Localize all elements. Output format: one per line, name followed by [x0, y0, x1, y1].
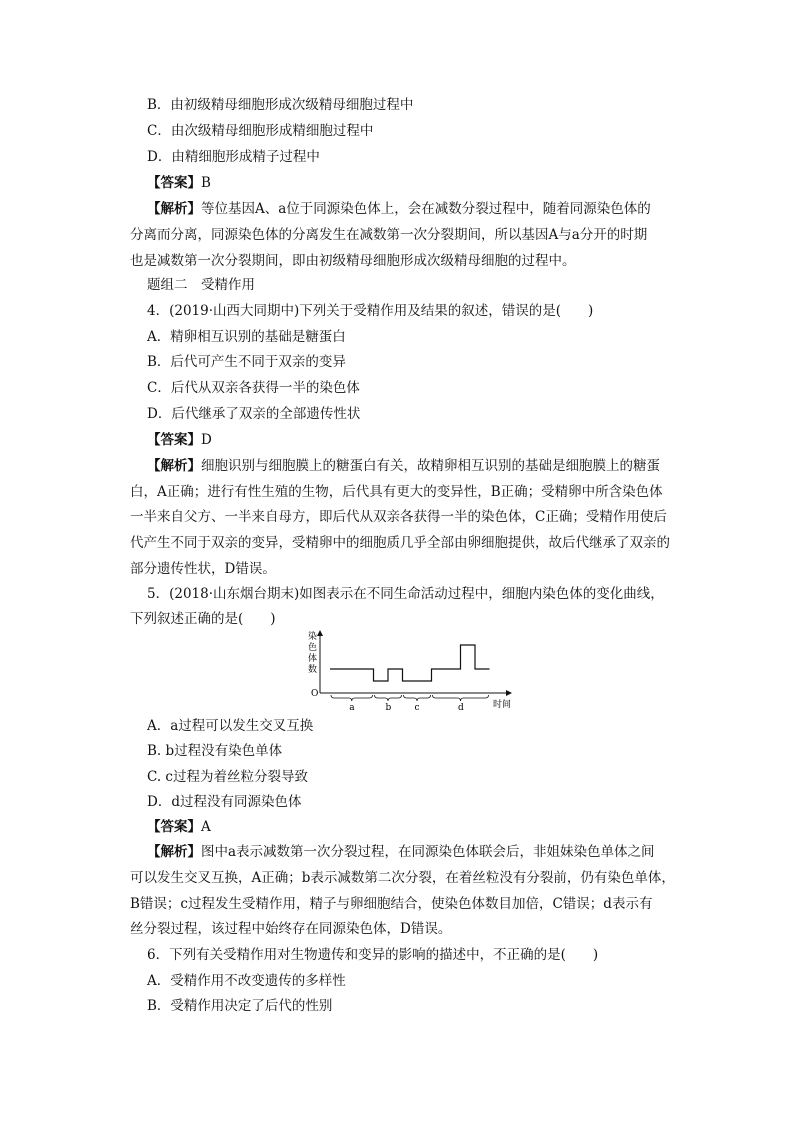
- segment-brace-d: [433, 695, 489, 701]
- q6-stem: 6．下列有关受精作用对生物遗传和变异的影响的描述中，不正确的是( ): [147, 947, 599, 963]
- answer-tag: 【答案】: [147, 175, 201, 191]
- q4-explanation-line-4: 代产生不同于双亲的变异，受精卵中的细胞质几乎全部由卵细胞提供，故后代继承了双亲的: [130, 535, 670, 551]
- q3-answer: [147, 174, 707, 192]
- segment-braces: [331, 695, 489, 712]
- q5-option-c: C. c过程为着丝粒分裂导致: [147, 769, 308, 785]
- answer-tag: 【答案】: [147, 819, 201, 835]
- segment-brace-b: [375, 695, 402, 701]
- q4-option-b: B．后代可产生不同于双亲的变异: [147, 354, 346, 370]
- explanation-tag: 【解析】: [147, 201, 201, 217]
- chromosome-curve: [330, 645, 490, 681]
- q5-stem-line-2: 下列叙述正确的是( ): [130, 611, 276, 627]
- explanation-text: 等位基因A、a位于同源染色体上，会在减数分裂过程中，随着同源染色体的: [201, 201, 651, 217]
- chromosome-step-line: [330, 645, 490, 681]
- q3-option-c: C．由次级精母细胞形成精细胞过程中: [147, 123, 374, 139]
- q5-answer: [147, 818, 707, 836]
- q5-option-b: B. b过程没有染色单体: [147, 743, 283, 759]
- answer-value: A: [201, 819, 211, 835]
- q5-option-d: D．d过程没有同源染色体: [147, 794, 302, 810]
- q3-option-d: D．由精细胞形成精子过程中: [147, 149, 320, 165]
- q5-explanation-line-1: [147, 843, 707, 861]
- segment-label-a: a: [349, 703, 355, 712]
- y-axis-label-2: 色: [308, 643, 318, 653]
- y-axis-arrow: [317, 630, 323, 636]
- chromosome-chart-svg: [300, 630, 525, 712]
- q3-option-b: B．由初级精母细胞形成次级精母细胞过程中: [147, 97, 414, 113]
- q4-stem: 4．(2019·山西大同期中)下列关于受精作用及结果的叙述，错误的是( ): [147, 303, 594, 319]
- segment-brace-a: [331, 695, 373, 701]
- chromosome-chart: [300, 630, 525, 712]
- q3-explanation-line-3: 也是减数第一次分裂期间，即由初级精母细胞形成次级精母细胞的过程中。: [130, 253, 576, 269]
- q5-explanation-line-4: 丝分裂过程，该过程中始终存在同源染色体，D错误。: [130, 921, 452, 937]
- q5-explanation-line-2: 可以发生交叉互换，A正确；b表示减数第二次分裂，在着丝粒没有分裂前，仍有染色单体，: [130, 870, 675, 886]
- explanation-tag: 【解析】: [147, 458, 201, 474]
- answer-tag: 【答案】: [147, 432, 201, 448]
- q6-option-b: B．受精作用决定了后代的性别: [147, 998, 333, 1014]
- answer-value: B: [201, 175, 211, 191]
- group-title: 题组二 受精作用: [147, 277, 255, 293]
- explanation-text: 图中a表示减数第一次分裂过程，在同源染色体联会后，非姐妹染色单体之间: [201, 844, 655, 860]
- origin-label: O: [311, 689, 319, 699]
- x-axis-label: 时间: [493, 700, 512, 710]
- q6-option-a: A．受精作用不改变遗传的多样性: [147, 973, 346, 989]
- q4-answer: [147, 431, 707, 449]
- segment-label-c: c: [414, 703, 420, 712]
- q4-explanation-line-2: 白，A正确；进行有性生殖的生物，后代具有更大的变异性，B正确；受精卵中所含染色体: [130, 484, 663, 500]
- explanation-text: 细胞识别与细胞膜上的糖蛋白有关，故精卵相互识别的基础是细胞膜上的糖蛋: [201, 458, 660, 474]
- q4-explanation-line-1: [147, 457, 707, 475]
- q4-option-a: A．精卵相互识别的基础是糖蛋白: [147, 329, 346, 345]
- q4-option-c: C．后代从双亲各获得一半的染色体: [147, 380, 360, 396]
- q5-stem-line-1: 5．(2018·山东烟台期末)如图表示在不同生命活动过程中，细胞内染色体的变化曲线，: [147, 586, 664, 602]
- y-axis-label-4: 数: [308, 665, 318, 675]
- q5-option-a: A．a过程可以发生交叉互换: [147, 718, 314, 734]
- answer-value: D: [201, 432, 212, 448]
- y-axis-label-3: 体: [308, 654, 318, 664]
- q4-explanation-line-3: 一半来自父方、一半来自母方，即后代从双亲各获得一半的染色体，C正确；受精作用使后: [130, 509, 667, 525]
- q3-explanation-line-2: 分离而分离，同源染色体的分离发生在减数第一次分裂期间，所以基因A与a分开的时期: [130, 227, 648, 243]
- explanation-tag: 【解析】: [147, 844, 201, 860]
- q4-option-d: D．后代继承了双亲的全部遗传性状: [147, 406, 361, 422]
- x-axis-arrow: [506, 690, 512, 696]
- q5-explanation-line-3: B错误；c过程发生受精作用，精子与卵细胞结合，使染色体数目加倍，C错误；d表示有: [130, 896, 653, 912]
- segment-label-d: d: [458, 703, 464, 712]
- segment-label-b: b: [385, 703, 392, 712]
- q3-explanation-line-1: [147, 200, 707, 218]
- y-axis-label-1: 染: [308, 632, 318, 642]
- segment-brace-c: [404, 695, 431, 701]
- q4-explanation-line-5: 部分遗传性状，D错误。: [130, 561, 276, 577]
